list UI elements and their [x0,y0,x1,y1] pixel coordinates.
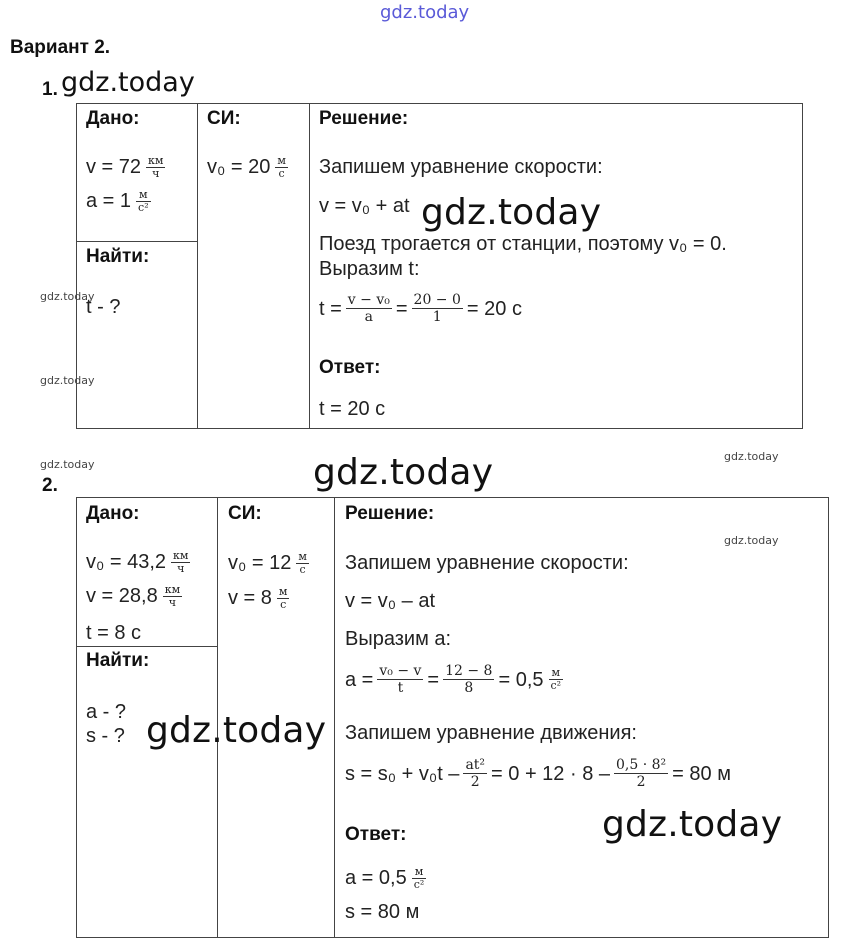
unit-num: м [549,667,564,680]
task1-given-v-unit [146,155,165,181]
unit-den: ч [168,596,177,610]
task2-a-fraction-1 [377,664,423,696]
unit-num: км [164,583,181,596]
task2-si-v-text: v = 8 [228,587,272,610]
fraction-den: 1 [432,309,442,326]
watermark-task1: gdz.today [61,67,195,98]
task1-fraction-2 [412,293,463,325]
fraction-den: t [397,680,404,697]
task2-formula-s [345,758,731,790]
fraction-num: 0,5 · 8² [616,757,667,773]
task2-answer-a [345,866,428,892]
unit-den: ч [177,562,185,576]
task2-divider-2 [334,497,335,938]
task1-divider-1 [197,103,198,429]
task2-a-result: = 0,5 [498,668,544,691]
task2-given-v0-text: v₀ = 43,2 [86,551,167,574]
unit-num: км [173,549,189,562]
task1-table [76,103,803,429]
task2-number: 2. [42,475,58,496]
unit-den: с² [138,201,149,215]
task2-find-s: s - ? [86,725,125,747]
unit-num: м [277,154,286,167]
task1-given-a-text: a = 1 [86,190,132,213]
task2-a-fraction-2 [443,664,494,696]
task2-si-header: СИ: [228,503,262,524]
unit-num: км [148,154,164,167]
task2-given-v-text: v = 28,8 [86,585,158,608]
task2-si-v [228,586,291,612]
fraction-den: a [364,309,373,326]
watermark-small-3: gdz.today [40,458,95,471]
task2-s-mid: = 0 + 12 · 8 – [491,762,611,785]
fraction-den: 2 [470,774,480,791]
task2-answer-a-unit [412,866,427,892]
fraction-num: 20 − 0 [413,292,461,308]
task1-find-header: Найти: [86,246,150,267]
task1-find: t - ? [86,296,121,318]
task2-a-eq: = [427,668,440,691]
fraction-num: at² [465,757,486,773]
unit-den: с [299,563,306,577]
fraction-num: v − v₀ [347,292,390,308]
task2-solution-line4: Запишем уравнение движения: [345,722,637,744]
task1-formula [319,293,522,325]
task1-given-header: Дано: [86,108,140,129]
task1-formula-eq: = [395,297,408,320]
unit-den: с² [550,679,562,693]
task1-solution-header: Решение: [319,108,409,129]
task1-formula-lhs: t = [319,297,342,320]
task1-si-header: СИ: [207,108,241,129]
unit-den: с [278,167,285,181]
task1-solution-line4: Выразим t: [319,258,420,280]
task1-number: 1. [42,79,58,100]
task2-solution-header: Решение: [345,503,435,524]
task2-s-fraction-2 [614,758,668,790]
unit-den: с² [413,878,425,892]
task2-given-v-unit [163,584,182,610]
task2-a-lhs: a = [345,668,374,691]
task2-answer-header: Ответ: [345,824,407,845]
fraction-den: 8 [464,680,474,697]
unit-den: ч [152,167,160,181]
task2-si-v0-unit [296,551,309,577]
task1-formula-result: = 20 с [466,297,522,320]
task2-given-t: t = 8 с [86,622,142,644]
task2-solution-line1: Запишем уравнение скорости: [345,552,629,574]
unit-num: м [298,550,307,563]
task2-si-v0-text: v₀ = 12 [228,552,292,575]
task2-s-lhs: s = s₀ + v₀t – [345,762,460,785]
task2-answer-a-text: a = 0,5 [345,867,407,890]
task2-solution-line2: v = v₀ – at [345,590,436,612]
task1-si-v0 [207,155,290,181]
task1-divider-2 [309,103,310,429]
watermark-task2-bottom: gdz.today [602,804,783,845]
task1-given-a [86,189,153,215]
unit-num: м [278,585,288,598]
watermark-task1-solution: gdz.today [421,192,602,233]
task1-answer: t = 20 с [319,398,386,420]
unit-den: с [280,598,287,612]
fraction-num: 12 − 8 [445,663,493,679]
variant-heading: Вариант 2. [10,37,111,58]
task1-solution-line2: v = v₀ + at [319,195,410,217]
watermark-task2-top: gdz.today [313,452,494,493]
task1-si-v0-text: v₀ = 20 [207,156,271,179]
task2-given-v0 [86,550,192,576]
task2-s-fraction-1 [463,758,487,790]
watermark-small-2: gdz.today [40,374,95,387]
watermark-top: gdz.today [380,2,470,23]
task1-given-a-unit [136,189,151,215]
task1-fraction-1 [346,293,392,325]
task1-si-v0-unit [275,155,288,181]
task2-solution-line3: Выразим a: [345,628,452,650]
task1-given-divider [76,241,198,242]
fraction-num: v₀ − v [379,663,422,679]
task2-si-v-unit [277,586,290,612]
watermark-task2-middle: gdz.today [146,710,327,751]
watermark-small-5: gdz.today [724,534,779,547]
task2-given-v0-unit [171,550,190,576]
task2-s-result: = 80 м [672,762,731,785]
task2-given-divider [76,646,218,647]
task1-solution-line3: Поезд трогается от станции, поэтому v₀ = 0. [319,233,727,255]
watermark-small-4: gdz.today [724,450,779,463]
unit-num: м [412,866,427,879]
task2-si-v0 [228,551,311,577]
unit-num: м [136,189,151,202]
task1-given-v-text: v = 72 [86,156,142,179]
task2-answer-s: s = 80 м [345,901,420,923]
task1-solution-line1: Запишем уравнение скорости: [319,156,603,178]
fraction-den: 2 [636,774,646,791]
task1-answer-header: Ответ: [319,357,381,378]
task2-formula-a [345,664,565,696]
task2-given-header: Дано: [86,503,140,524]
task2-find-header: Найти: [86,650,150,671]
task2-given-v [86,584,184,610]
task1-given-v [86,155,167,181]
task2-find-a: a - ? [86,701,127,723]
watermark-small-1: gdz.today [40,290,95,303]
task2-a-unit [549,667,564,693]
